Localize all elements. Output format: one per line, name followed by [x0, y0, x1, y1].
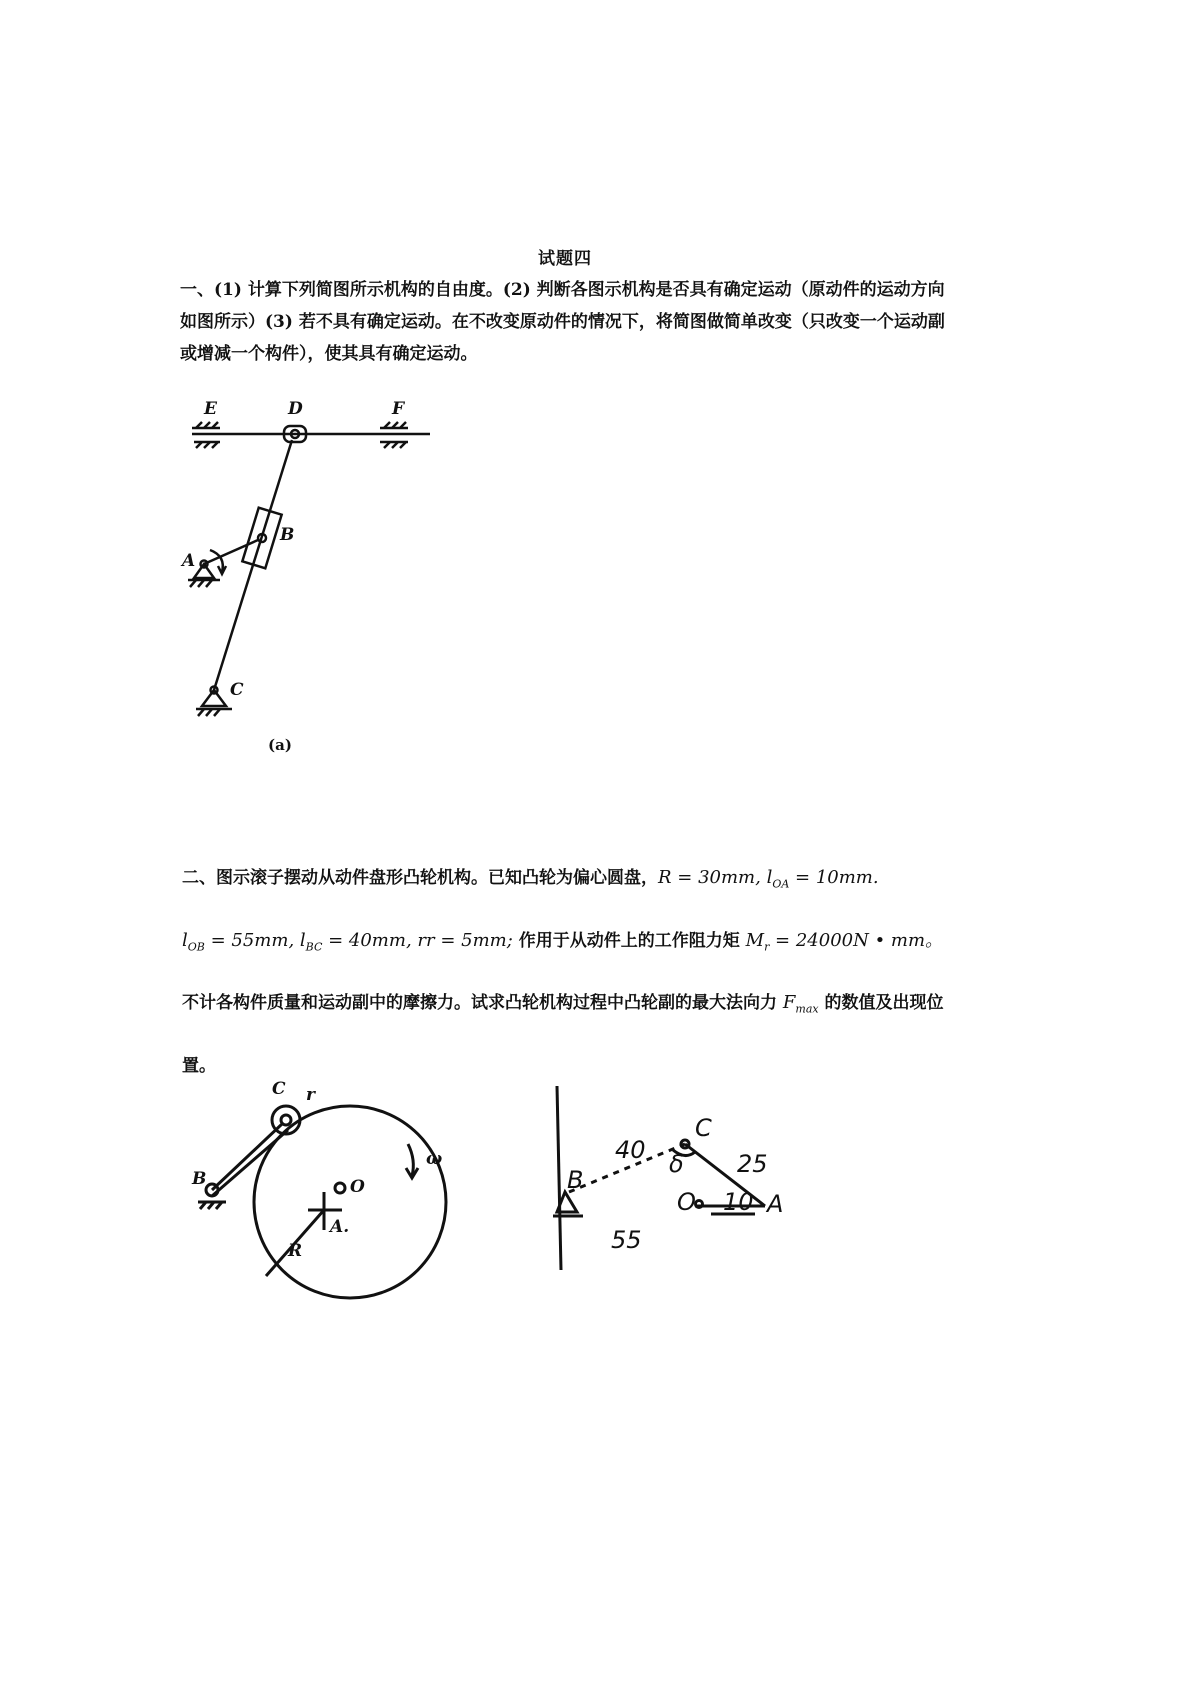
sketch-label-c: C [695, 1114, 712, 1142]
figure-a-linkage [180, 400, 480, 760]
cam-label-c: C [272, 1079, 286, 1099]
cam-label-o: O [350, 1177, 365, 1197]
figure-sketch [535, 1080, 835, 1270]
cam-label-b: B [192, 1169, 207, 1189]
label-b: B [280, 525, 295, 545]
cam-label-omega: ω [426, 1149, 443, 1169]
sketch-label-25: 25 [737, 1150, 768, 1178]
label-d: D [288, 399, 303, 419]
question-2-text: 二、图示滚子摆动从动件盘形凸轮机构。已知凸轮为偏心圆盘，R = 30mm, $l_{OA} = 10mm$. $l_{OB} = 55mm$, $l_{BC} = 40mm$, rr = 5mm; 作用于从动件上的工作阻力矩 $M_r = 24000N$ • mm。 不计各构件质量和运动副中的摩擦力。试求凸轮机构过程中凸轮副的最大法向力 $F_{max}$ 的数值及出现位置。 [182, 867, 944, 1076]
label-e: E [204, 399, 217, 419]
sketch-label-55: 55 [611, 1226, 642, 1254]
sketch-label-40: 40 [615, 1136, 646, 1164]
page-title: 试题四 [538, 249, 592, 269]
cam-label-r: R [288, 1241, 303, 1261]
sketch-label-a: A [767, 1190, 784, 1218]
cam-label-a: A. [330, 1217, 350, 1237]
label-f: F [392, 399, 405, 419]
q2-lead: 二、图示滚子摆动从动件盘形凸轮机构。已知凸轮为偏心圆盘， [182, 868, 658, 888]
cam-label-rr: r [306, 1085, 315, 1105]
figure-a-caption: (a) [268, 736, 292, 754]
sketch-label-b: B [567, 1166, 584, 1194]
sketch-label-10: 10 [723, 1188, 754, 1216]
question-1-text: 一、(1) 计算下列简图所示机构的自由度。(2) 判断各图示机构是否具有确定运动（原动件的运动方向如图所示）(3) 若不具有确定运动。在不改变原动件的情况下，将简图做简单改变（只改变一个运动副或增减一个构件），使其具有确定运动。 [180, 280, 945, 364]
label-a: A [182, 551, 196, 571]
label-c: C [230, 680, 244, 700]
sketch-label-delta: δ [669, 1150, 684, 1178]
sketch-label-o: O [677, 1188, 696, 1216]
figure-cam-mechanism [190, 1080, 490, 1300]
